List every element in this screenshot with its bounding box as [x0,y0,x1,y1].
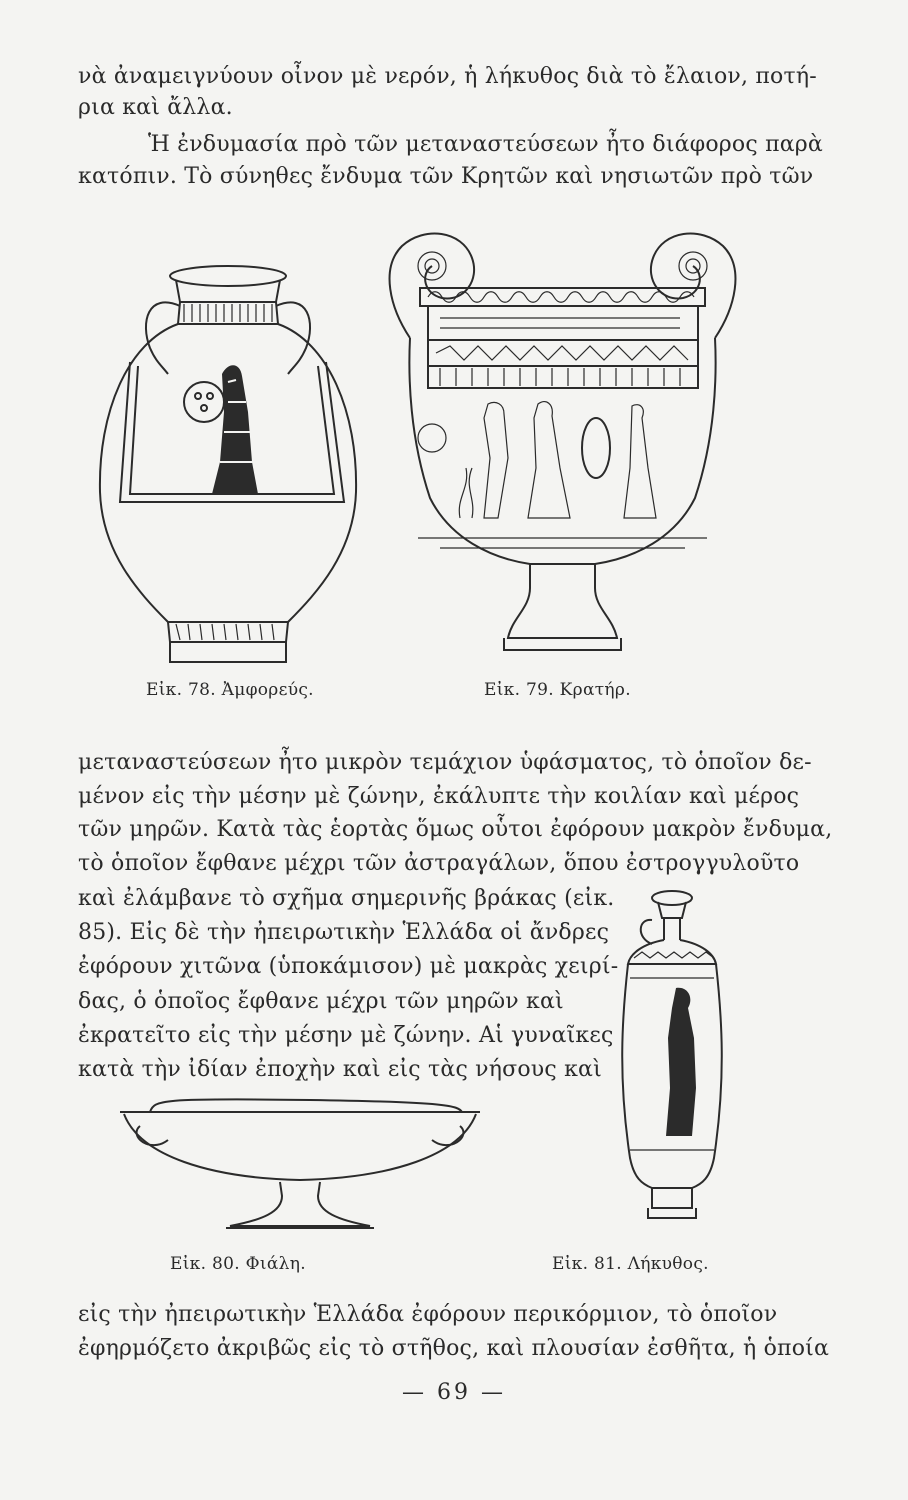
page-number: — 69 — [402,1380,506,1405]
text-line: ἐκρατεῖτο εἰς τὴν μέσην μὲ ζώνην. Αἱ γυναῖκες [78,1023,614,1048]
figure-caption-79: Εἰκ. 79. Κρατήρ. [484,680,631,700]
phiale-illustration [110,1096,490,1246]
text-line: ἐφόρουν χιτῶνα (ὑποκάμισον) μὲ μακρὰς χειρί- [78,954,619,979]
figure-caption-80: Εἰκ. 80. Φιάλη. [170,1254,306,1274]
text-line: μεταναστεύσεων ἦτο μικρὸν τεμάχιον ὑφάσματος, τὸ ὁποῖον δε- [78,750,812,775]
text-line: μένον εἰς τὴν μέσην μὲ ζώνην, ἐκάλυπτε τὴν κοιλίαν καὶ μέρος [78,784,800,809]
figure-caption-78: Εἰκ. 78. Ἀμφορεύς. [146,680,314,700]
text-line: 85). Εἰς δὲ τὴν ἠπειρωτικὴν Ἑλλάδα οἱ ἄνδρες [78,920,610,945]
text-line: νὰ ἀναμειγνύουν οἶνον μὲ νερόν, ἡ λήκυθος διὰ τὸ ἔλαιον, ποτή- [78,64,817,89]
text-line: ρια καὶ ἄλλα. [78,95,233,120]
text-line: κατόπιν. Τὸ σύνηθες ἔνδυμα τῶν Κρητῶν καὶ νησιωτῶν πρὸ τῶν [78,164,814,189]
text-line: Ἡ ἐνδυμασία πρὸ τῶν μεταναστεύσεων ἦτο διάφορος παρὰ [148,132,823,157]
lekythos-illustration [612,888,742,1228]
text-line: εἰς τὴν ἠπειρωτικὴν Ἑλλάδα ἐφόρουν περικόρμιον, τὸ ὁποῖον [78,1302,778,1327]
text-line: δας, ὁ ὁποῖος ἔφθανε μέχρι τῶν μηρῶν καὶ [78,989,564,1014]
text-line: κατὰ τὴν ἰδίαν ἐποχὴν καὶ εἰς τὰς νήσους καὶ [78,1057,602,1082]
text-line: ἐφηρμόζετο ἀκριβῶς εἰς τὸ στῆθος, καὶ πλουσίαν ἐσθῆτα, ἡ ὁποία [78,1336,830,1361]
text-line: τῶν μηρῶν. Κατὰ τὰς ἑορτὰς ὅμως οὗτοι ἐφόρουν μακρὸν ἔνδυμα, [78,817,833,842]
figure-caption-81: Εἰκ. 81. Λήκυθος. [552,1254,709,1274]
krater-illustration [380,218,745,668]
text-line: καὶ ἐλάμβανε τὸ σχῆμα σημερινῆς βράκας (εἰκ. [78,886,615,911]
amphora-illustration [88,262,368,667]
text-line: τὸ ὁποῖον ἔφθανε μέχρι τῶν ἀστραγάλων, ὅπου ἐστρογγυλοῦτο [78,851,800,876]
